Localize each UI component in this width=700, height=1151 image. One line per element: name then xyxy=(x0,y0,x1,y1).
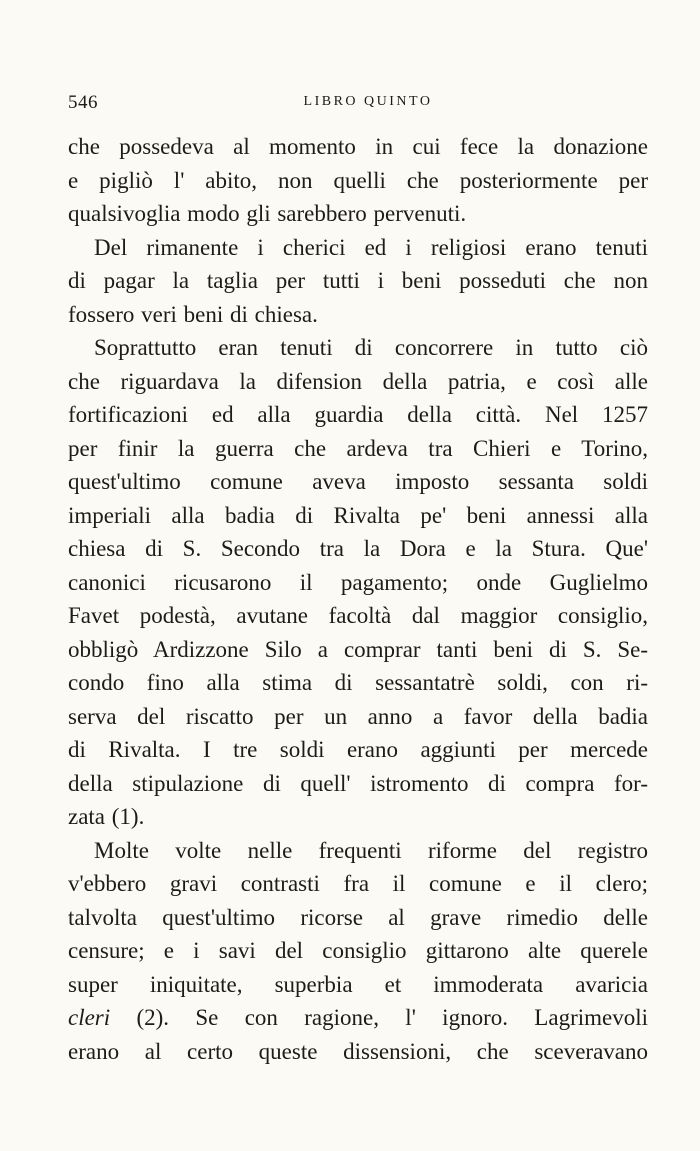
paragraph-2 xyxy=(68,231,648,332)
text-line: che possedeva al momento in cui fece la donazione xyxy=(68,134,648,159)
text-line: fossero veri beni di chiesa. xyxy=(68,301,318,327)
latin-quote-line: super iniquitate, superbia et immoderata avaricia xyxy=(68,971,648,997)
text-line: chiesa di S. Secondo tra la Dora e la Stura. Que' xyxy=(68,536,648,561)
running-head xyxy=(68,92,648,116)
latin-quote-end: cleri xyxy=(68,1005,111,1030)
text-line: della stipulazione di quell' istromento di compra for- xyxy=(68,770,648,796)
text-line: quest'ultimo comune aveva imposto sessanta soldi xyxy=(68,469,648,494)
text-line: che riguardava la difension della patria, e così alle xyxy=(68,368,648,394)
text-line: Del rimanente i cherici ed i religiosi erano tenuti xyxy=(94,234,648,260)
page-number: 546 xyxy=(68,92,98,113)
paragraph-3 xyxy=(68,331,648,834)
text-line: zata (1). xyxy=(68,804,145,829)
text-line: di pagar la taglia per tutti i beni posseduti che non xyxy=(68,268,648,293)
text-line: serva del riscatto per un anno a favor della badia xyxy=(68,703,648,729)
text-line: canonici ricusarono il pagamento; onde Guglielmo xyxy=(68,569,648,595)
text-line: e pigliò l' abito, non quelli che posteriormente per xyxy=(68,167,648,193)
text-line: censure; e i savi del consiglio gittarono alte querele xyxy=(68,938,648,963)
text-line: erano al certo queste dissensioni, che sceveravano xyxy=(68,1038,648,1064)
text-line: Molte volte nelle frequenti riforme del registro xyxy=(94,837,648,863)
text-line: obbligò Ardizzone Silo a comprar tanti beni di S. Se- xyxy=(68,636,648,662)
running-title: LIBRO QUINTO xyxy=(303,94,433,109)
text-line: v'ebbero gravi contrasti fra il comune e il clero; xyxy=(68,871,648,896)
text-line: fortificazioni ed alla guardia della città. Nel 1257 xyxy=(68,402,648,427)
text-line: per finir la guerra che ardeva tra Chieri e Torino, xyxy=(68,435,648,461)
text-line-mixed xyxy=(68,1001,648,1035)
text-line: di Rivalta. I tre soldi erano aggiunti per mercede xyxy=(68,737,648,762)
text-line: qualsivoglia modo gli sarebbero pervenuti. xyxy=(68,201,467,226)
paragraph-4 xyxy=(68,834,648,1069)
text-line: imperiali alla badia di Rivalta pe' beni annessi alla xyxy=(68,502,648,528)
body-text xyxy=(68,130,648,1068)
paragraph-1 xyxy=(68,130,648,231)
text-line: Favet podestà, avutane facoltà dal maggior consiglio, xyxy=(68,603,648,628)
text-line: condo fino alla stima di sessantatrè soldi, con ri- xyxy=(68,670,648,695)
text-line-rest: (2). Se con ragione, l' ignoro. Lagrimevoli xyxy=(110,1005,648,1030)
text-line: talvolta quest'ultimo ricorse al grave rimedio delle xyxy=(68,904,648,930)
text-line: Soprattutto eran tenuti di concorrere in tutto ciò xyxy=(94,335,648,360)
